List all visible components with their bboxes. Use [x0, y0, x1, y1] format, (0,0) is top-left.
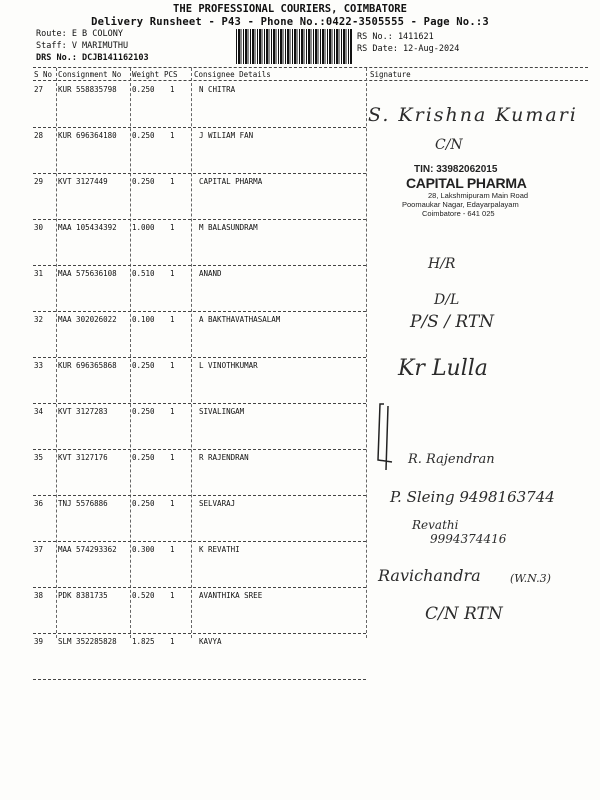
row-sno: 27 — [34, 85, 44, 94]
table-row — [0, 312, 600, 358]
row-pcs: 1 — [170, 131, 175, 140]
table-row — [0, 266, 600, 312]
row-consignment-no: SLM 352285828 — [58, 637, 117, 646]
rs-date: RS Date: 12-Aug-2024 — [357, 44, 460, 54]
row-consignment-no: TNJ 5576886 — [58, 499, 108, 508]
row-sno: 33 — [34, 361, 44, 370]
company-stamp — [396, 164, 536, 256]
drs-number: DRS No.: DCJB141162103 — [36, 53, 149, 63]
row-consignment-no: MAA 105434392 — [58, 223, 117, 232]
row-consignee: J WILIAM FAN — [199, 131, 254, 140]
row-pcs: 1 — [170, 177, 175, 186]
signature-row-28: C/N — [435, 137, 463, 153]
signature-row-30: H/R — [428, 256, 456, 272]
row-consignee: AVANTHIKA SREE — [199, 591, 263, 600]
header-divider-top — [33, 67, 588, 68]
signature-row-31: D/L — [434, 292, 460, 308]
row-consignee: ANAND — [199, 269, 222, 278]
row-weight: 0.300 — [132, 545, 155, 554]
col-header-pcs: PCS — [164, 70, 178, 79]
row-weight: 0.250 — [132, 453, 155, 462]
row-weight: 0.250 — [132, 499, 155, 508]
row-consignee: R RAJENDRAN — [199, 453, 249, 462]
row-consignee: SELVARAJ — [199, 499, 236, 508]
row-pcs: 1 — [170, 269, 175, 278]
col-header-sno: S No — [34, 70, 53, 79]
row-divider — [33, 679, 366, 680]
table-row — [0, 588, 600, 634]
row-consignment-no: MAA 575636108 — [58, 269, 117, 278]
signature-row-35: R. Rajendran — [408, 452, 495, 467]
row-sno: 36 — [34, 499, 44, 508]
signature-row-27: S. Krishna Kumari — [368, 104, 578, 126]
row-consignee: K REVATHI — [199, 545, 240, 554]
table-row — [0, 404, 600, 450]
table-row — [0, 358, 600, 404]
signature-row-39: C/N RTN — [425, 604, 503, 624]
stamp-name: CAPITAL PHARMA — [406, 175, 527, 191]
stamp-tin: TIN: 33982062015 — [414, 164, 498, 175]
stamp-address-1: 28, Lakshmipuram Main Road — [428, 191, 529, 200]
signature-row-32: P/S / RTN — [410, 312, 495, 332]
row-pcs: 1 — [170, 315, 175, 324]
row-consignment-no: KVT 3127449 — [58, 177, 108, 186]
runsheet-title: Delivery Runsheet - P43 - Phone No.:0422-3505555 - Page No.:3 — [91, 16, 489, 28]
row-sno: 38 — [34, 591, 44, 600]
row-weight: 1.825 — [132, 637, 155, 646]
stamp-address-3: Coimbatore - 641 025 — [422, 209, 495, 218]
col-header-signature: Signature — [370, 70, 411, 79]
signature-row-37: Revathi — [412, 518, 459, 532]
stamp-address-2: Poomaukar Nagar, Edayarpalayam — [402, 200, 519, 209]
row-pcs: 1 — [170, 637, 175, 646]
row-sno: 34 — [34, 407, 44, 416]
company-title: THE PROFESSIONAL COURIERS, COIMBATORE — [173, 3, 407, 15]
row-pcs: 1 — [170, 453, 175, 462]
rs-number: RS No.: 1411621 — [357, 32, 434, 42]
row-consignment-no: KUR 696365868 — [58, 361, 117, 370]
row-consignee: L VINOTHKUMAR — [199, 361, 258, 370]
row-pcs: 1 — [170, 361, 175, 370]
row-sno: 39 — [34, 637, 44, 646]
row-consignee: KAVYA — [199, 637, 222, 646]
row-consignment-no: KVT 3127176 — [58, 453, 108, 462]
row-sno: 31 — [34, 269, 44, 278]
row-consignee: SIVALINGAM — [199, 407, 245, 416]
table-row — [0, 634, 600, 680]
row-pcs: 1 — [170, 407, 175, 416]
staff-label: Staff: V MARIMUTHU — [36, 41, 129, 51]
row-weight: 0.250 — [132, 177, 155, 186]
row-consignment-no: PDK 8381735 — [58, 591, 108, 600]
col-header-consignment: Consignment No — [58, 70, 122, 79]
header-divider-bottom — [33, 80, 588, 81]
row-sno: 37 — [34, 545, 44, 554]
signature-row-37-phone: 9994374416 — [430, 532, 507, 546]
row-consignee: N CHITRA — [199, 85, 236, 94]
signature-row-38-note: (W.N.3) — [510, 572, 551, 585]
signature-row-33: Kr Lulla — [398, 356, 488, 381]
row-pcs: 1 — [170, 545, 175, 554]
row-sno: 30 — [34, 223, 44, 232]
row-consignment-no: MAA 574293362 — [58, 545, 117, 554]
row-sno: 28 — [34, 131, 44, 140]
row-consignment-no: KUR 696364180 — [58, 131, 117, 140]
col-header-consignee: Consignee Details — [194, 70, 271, 79]
row-pcs: 1 — [170, 591, 175, 600]
row-weight: 0.250 — [132, 361, 155, 370]
row-sno: 32 — [34, 315, 44, 324]
row-pcs: 1 — [170, 499, 175, 508]
row-weight: 0.250 — [132, 407, 155, 416]
row-consignment-no: KVT 3127283 — [58, 407, 108, 416]
bracket-mark — [370, 400, 410, 480]
row-consignment-no: MAA 302026022 — [58, 315, 117, 324]
row-sno: 35 — [34, 453, 44, 462]
row-consignee: M BALASUNDRAM — [199, 223, 258, 232]
row-weight: 1.000 — [132, 223, 155, 232]
row-weight: 0.510 — [132, 269, 155, 278]
row-consignee: A BAKTHAVATHASALAM — [199, 315, 281, 324]
row-weight: 0.250 — [132, 131, 155, 140]
col-header-weight: Weight — [132, 70, 160, 79]
row-pcs: 1 — [170, 85, 175, 94]
route-label: Route: E B COLONY — [36, 29, 123, 39]
row-weight: 0.100 — [132, 315, 155, 324]
barcode-image — [236, 29, 352, 64]
signature-row-38: Ravichandra — [378, 566, 481, 585]
row-weight: 0.250 — [132, 85, 155, 94]
row-weight: 0.520 — [132, 591, 155, 600]
signature-row-36: P. Sleing 9498163744 — [390, 488, 555, 506]
row-consignee: CAPITAL PHARMA — [199, 177, 263, 186]
row-sno: 29 — [34, 177, 44, 186]
row-consignment-no: KUR 558835798 — [58, 85, 117, 94]
row-pcs: 1 — [170, 223, 175, 232]
